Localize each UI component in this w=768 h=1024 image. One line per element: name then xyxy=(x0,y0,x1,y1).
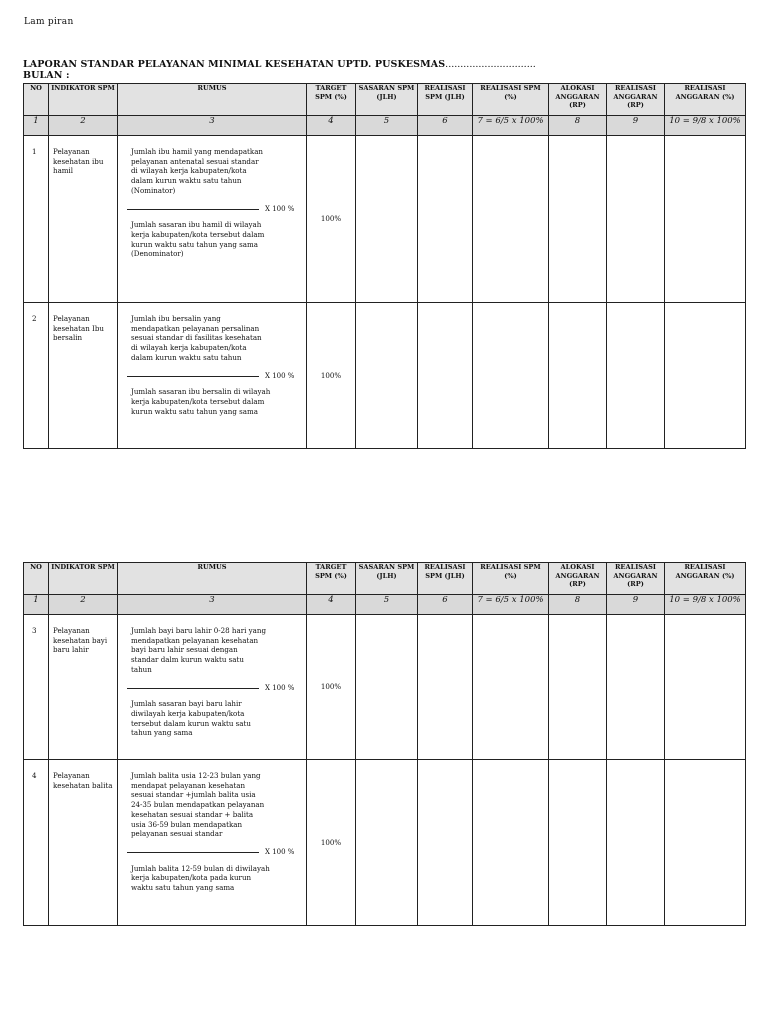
row-realisasi-jlh xyxy=(418,760,473,926)
table-row xyxy=(24,760,746,926)
col-number: 5 xyxy=(356,116,418,136)
col-number: 10 = 9/8 x 100% xyxy=(665,116,746,136)
lampiran-label: Lam piran xyxy=(24,17,74,27)
col-header-alokasi: ALOKASI ANGGARAN (RP) xyxy=(549,563,607,595)
row-target: 100% xyxy=(307,303,356,449)
formula-numerator: Jumlah bayi baru lahir 0-28 hari yang mendapatkan pelayanan kesehatan bayi baru lahir sesuai dengan standar dalm kurun waktu satu tahun xyxy=(131,626,266,674)
col-header-indikator: INDIKATOR SPM xyxy=(49,563,118,595)
col-header-rumus: RUMUS xyxy=(118,84,307,116)
row-sasaran xyxy=(356,136,418,303)
report-title-line xyxy=(23,59,536,70)
col-number: 3 xyxy=(118,116,307,136)
row-rumus xyxy=(118,615,307,760)
col-number: 6 xyxy=(418,116,473,136)
row-realisasi-anggaran-pct xyxy=(665,136,746,303)
spm-table-2 xyxy=(23,562,746,926)
row-realisasi-pct xyxy=(473,303,549,449)
row-sasaran xyxy=(356,615,418,760)
row-realisasi-pct xyxy=(473,136,549,303)
col-number: 7 = 6/5 x 100% xyxy=(473,116,549,136)
row-indikator: Pelayanan kesehatan Ibu bersalin xyxy=(49,303,118,449)
col-header-rumus: RUMUS xyxy=(118,563,307,595)
formula-multiplier: X 100 % xyxy=(265,683,295,692)
row-realisasi-jlh xyxy=(418,303,473,449)
col-number: 9 xyxy=(607,116,665,136)
table-row xyxy=(24,615,746,760)
col-header-no: NO xyxy=(24,84,49,116)
col-number: 5 xyxy=(356,595,418,615)
row-realisasi-anggaran xyxy=(607,615,665,760)
col-header-realisasi-anggaran: REALISASI ANGGARAN (RP) xyxy=(607,84,665,116)
formula-fraction-line xyxy=(127,688,259,689)
row-target: 100% xyxy=(307,136,356,303)
row-realisasi-anggaran-pct xyxy=(665,615,746,760)
formula-denominator: Jumlah sasaran ibu bersalin di wilayah kerja kabupaten/kota tersebut dalam kurun waktu satu tahun yang sama xyxy=(131,387,271,416)
table-header-row xyxy=(24,84,746,116)
report-title-block xyxy=(23,59,536,81)
row-realisasi-anggaran xyxy=(607,136,665,303)
formula-fraction-line xyxy=(127,852,259,853)
row-alokasi xyxy=(549,136,607,303)
row-rumus xyxy=(118,760,307,926)
col-header-realisasi-anggaran-pct: REALISASI ANGGARAN (%) xyxy=(665,563,746,595)
formula-numerator: Jumlah ibu hamil yang mendapatkan pelayanan antenatal sesuai standar di wilayah kerja kabupaten/kota dalam kurun waktu satu tahun (Nominator) xyxy=(131,147,263,195)
col-number: 10 = 9/8 x 100% xyxy=(665,595,746,615)
row-sasaran xyxy=(356,303,418,449)
formula-multiplier: X 100 % xyxy=(265,204,295,213)
column-number-row xyxy=(24,595,746,615)
col-header-realisasi-pct: REALISASI SPM (%) xyxy=(473,84,549,116)
formula-numerator: Jumlah ibu bersalin yang mendapatkan pelayanan persalinan sesuai standar di fasilitas kesehatan di wilayah kerja kabupaten/kota dalam kurun waktu satu tahun xyxy=(131,314,262,362)
row-realisasi-jlh xyxy=(418,136,473,303)
column-number-row xyxy=(24,116,746,136)
row-rumus xyxy=(118,136,307,303)
row-no: 1 xyxy=(24,136,49,303)
col-header-sasaran: SASARAN SPM (JLH) xyxy=(356,563,418,595)
row-realisasi-pct xyxy=(473,615,549,760)
col-number: 8 xyxy=(549,116,607,136)
row-no: 4 xyxy=(24,760,49,926)
row-no: 3 xyxy=(24,615,49,760)
row-realisasi-anggaran xyxy=(607,303,665,449)
spm-table-1 xyxy=(23,83,746,449)
col-header-realisasi-anggaran-pct: REALISASI ANGGARAN (%) xyxy=(665,84,746,116)
row-indikator: Pelayanan kesehatan ibu hamil xyxy=(49,136,118,303)
row-alokasi xyxy=(549,303,607,449)
col-number: 1 xyxy=(24,595,49,615)
col-header-realisasi-pct: REALISASI SPM (%) xyxy=(473,563,549,595)
col-number: 1 xyxy=(24,116,49,136)
col-header-target: TARGET SPM (%) xyxy=(307,563,356,595)
formula-multiplier: X 100 % xyxy=(265,371,295,380)
table-row xyxy=(24,136,746,303)
row-realisasi-anggaran-pct xyxy=(665,303,746,449)
col-number: 2 xyxy=(49,595,118,615)
table-row xyxy=(24,303,746,449)
col-number: 9 xyxy=(607,595,665,615)
formula-fraction-line xyxy=(127,376,259,377)
table-header-row xyxy=(24,563,746,595)
col-header-sasaran: SASARAN SPM (JLH) xyxy=(356,84,418,116)
row-no: 2 xyxy=(24,303,49,449)
row-realisasi-anggaran-pct xyxy=(665,760,746,926)
formula-fraction-line xyxy=(127,209,259,210)
col-header-indikator: INDIKATOR SPM xyxy=(49,84,118,116)
col-header-realisasi-anggaran: REALISASI ANGGARAN (RP) xyxy=(607,563,665,595)
col-header-realisasi-jlh: REALISASI SPM (JLH) xyxy=(418,84,473,116)
col-number: 3 xyxy=(118,595,307,615)
formula-denominator: Jumlah balita 12-59 bulan di diwilayah kerja kabupaten/kota pada kurun waktu satu tahun yang sama xyxy=(131,863,270,893)
row-sasaran xyxy=(356,760,418,926)
row-indikator: Pelayanan kesehatan balita xyxy=(49,760,118,926)
col-header-alokasi: ALOKASI ANGGARAN (RP) xyxy=(549,84,607,116)
row-realisasi-anggaran xyxy=(607,760,665,926)
col-number: 8 xyxy=(549,595,607,615)
row-indikator: Pelayanan kesehatan bayi baru lahir xyxy=(49,615,118,760)
col-header-no: NO xyxy=(24,563,49,595)
col-number: 7 = 6/5 x 100% xyxy=(473,595,549,615)
formula-denominator: Jumlah sasaran ibu hamil di wilayah kerja kabupaten/kota tersebut dalam kurun waktu satu tahun yang sama (Denominator) xyxy=(131,220,265,259)
report-title-dots: .............................. xyxy=(445,59,536,70)
row-realisasi-jlh xyxy=(418,615,473,760)
row-target: 100% xyxy=(307,760,356,926)
row-rumus xyxy=(118,303,307,449)
col-header-realisasi-jlh: REALISASI SPM (JLH) xyxy=(418,563,473,595)
formula-multiplier: X 100 % xyxy=(265,847,295,856)
formula-numerator: Jumlah balita usia 12-23 bulan yang mendapat pelayanan kesehatan sesuai standar +jumlah balita usia 24-35 bulan mendapatkan pelayanan kesehatan sesuai standar + balita usia 36-59 bulan mendapatkan pelayanan sesuai standar xyxy=(131,771,265,839)
col-number: 4 xyxy=(307,116,356,136)
row-realisasi-pct xyxy=(473,760,549,926)
col-number: 2 xyxy=(49,116,118,136)
col-header-target: TARGET SPM (%) xyxy=(307,84,356,116)
row-alokasi xyxy=(549,615,607,760)
col-number: 4 xyxy=(307,595,356,615)
report-title: LAPORAN STANDAR PELAYANAN MINIMAL KESEHATAN UPTD. PUSKESMAS xyxy=(23,59,446,70)
formula-denominator: Jumlah sasaran bayi baru lahir diwilayah kerja kabupaten/kota tersebut dalam kurun waktu satu tahun yang sama xyxy=(131,699,251,738)
row-target: 100% xyxy=(307,615,356,760)
report-bulan: BULAN : xyxy=(23,70,70,81)
col-number: 6 xyxy=(418,595,473,615)
row-alokasi xyxy=(549,760,607,926)
